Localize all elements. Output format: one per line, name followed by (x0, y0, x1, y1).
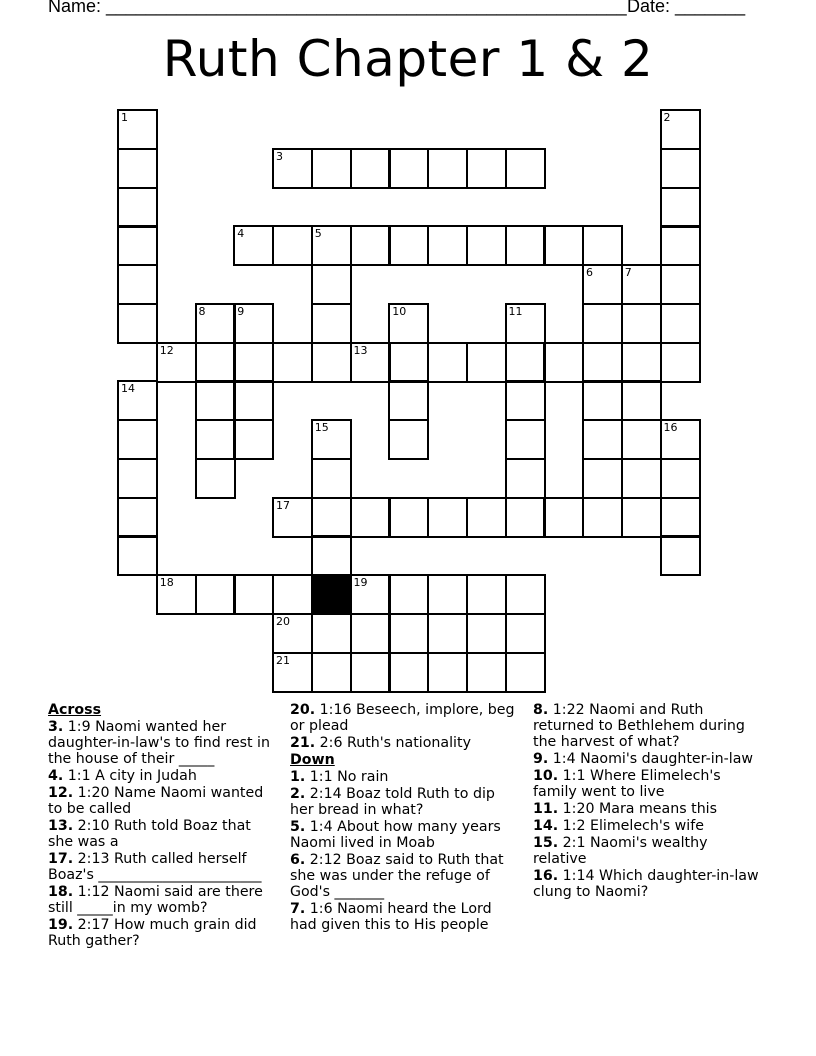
grid-cell[interactable] (621, 380, 662, 421)
grid-cell[interactable] (543, 497, 584, 538)
clue-number: 10 (392, 304, 407, 318)
grid-cell[interactable] (117, 109, 158, 150)
grid-cell[interactable] (466, 613, 507, 654)
grid-cell[interactable] (660, 187, 701, 228)
grid-cell[interactable] (195, 342, 236, 383)
clue-number: 5 (314, 227, 322, 241)
clue-number: 4. (48, 768, 64, 784)
grid-cell[interactable] (660, 109, 701, 150)
clue-item (533, 751, 765, 767)
grid-cell[interactable] (388, 148, 429, 189)
grid-cell[interactable] (311, 264, 352, 305)
clue-item (533, 818, 765, 834)
grid-cell[interactable] (350, 652, 391, 693)
clue-number: 7. (290, 901, 306, 917)
grid-cell[interactable] (621, 419, 662, 460)
grid-cell[interactable] (466, 342, 507, 383)
clue-text: 1:2 Elimelech's wife (558, 818, 704, 834)
clue-item (533, 768, 765, 800)
clue-number: 11 (508, 304, 523, 318)
clue-number: 7 (624, 266, 632, 279)
grid-cell[interactable] (117, 458, 158, 499)
grid-cell[interactable] (505, 303, 546, 344)
clues-column-2 (290, 702, 522, 934)
grid-cell[interactable] (350, 574, 391, 615)
clue-text: 1:20 Mara means this (558, 801, 718, 817)
grid-cell[interactable] (388, 497, 429, 538)
grid-cell[interactable] (311, 303, 352, 344)
grid-cell[interactable] (233, 225, 274, 266)
date-field[interactable]: Date: _______ (627, 0, 746, 16)
name-field[interactable]: Name: ____________________________________________________ (48, 0, 627, 16)
grid-cell[interactable] (660, 497, 701, 538)
clue-number: 4 (237, 227, 245, 241)
clue-number: 3. (48, 719, 64, 735)
clue-number: 20. (290, 702, 316, 718)
clue-number: 13 (353, 343, 368, 357)
grid-cell[interactable] (156, 342, 197, 383)
clues-column-1 (48, 702, 280, 950)
grid-cell[interactable] (311, 225, 352, 266)
grid-cell[interactable] (272, 613, 313, 654)
page-title: Ruth Chapter 1 & 2 (162, 30, 654, 88)
clue-text: 1:22 Naomi and Ruth returned to Bethlehem during the harvest of what? (533, 702, 745, 750)
clue-item (48, 851, 280, 883)
down-heading: Down (290, 752, 335, 768)
grid-cell[interactable] (388, 342, 429, 383)
grid-cell[interactable] (117, 225, 158, 266)
grid-cell[interactable] (311, 148, 352, 189)
clue-item (290, 769, 522, 785)
grid-cell[interactable] (233, 380, 274, 421)
grid-cell[interactable] (350, 497, 391, 538)
grid-cell[interactable] (582, 303, 623, 344)
clue-item (48, 719, 280, 767)
clue-text: 2:6 Ruth's nationality (315, 735, 471, 751)
grid-cell[interactable] (543, 225, 584, 266)
clue-text: 2:14 Boaz told Ruth to dip her bread in what? (290, 786, 495, 818)
clue-number: 18 (159, 576, 174, 589)
clue-number: 17 (276, 498, 290, 512)
clue-text: 1:1 A city in Judah (63, 768, 197, 784)
grid-cell[interactable] (660, 264, 701, 305)
grid-cell[interactable] (117, 419, 158, 460)
grid-cell[interactable] (505, 419, 546, 460)
clue-item (533, 868, 765, 900)
clue-number: 20 (276, 614, 290, 628)
clue-number: 16 (663, 421, 678, 434)
clue-number: 1 (121, 111, 128, 124)
grid-cell[interactable] (505, 380, 546, 421)
grid-cell[interactable] (582, 225, 623, 266)
grid-cell[interactable] (233, 419, 274, 460)
grid-cell[interactable] (660, 342, 701, 383)
clue-item (290, 786, 522, 818)
grid-cell[interactable] (311, 574, 352, 615)
clue-number: 21. (290, 735, 316, 751)
clue-item (48, 884, 280, 916)
clue-number: 3 (276, 149, 283, 163)
grid-cell[interactable] (156, 574, 197, 615)
clue-text: 1:12 Naomi said are there still _____in my womb? (48, 884, 263, 916)
grid-cell[interactable] (311, 497, 352, 538)
grid-cell[interactable] (117, 380, 158, 421)
clue-text: 1:1 No rain (305, 769, 389, 785)
clue-text: 1:6 Naomi heard the Lord had given this to His people (290, 901, 492, 933)
clue-number: 1. (290, 769, 306, 785)
grid-cell[interactable] (195, 419, 236, 460)
grid-cell[interactable] (427, 225, 468, 266)
grid-cell[interactable] (272, 342, 313, 383)
grid-cell[interactable] (466, 497, 507, 538)
grid-cell[interactable] (582, 419, 623, 460)
clue-number: 8 (198, 304, 206, 318)
grid-cell[interactable] (660, 419, 701, 460)
clue-number: 2. (290, 786, 306, 802)
clue-item (290, 702, 522, 734)
clue-number: 5. (290, 819, 306, 835)
clue-number: 2 (663, 111, 671, 124)
grid-cell[interactable] (350, 225, 391, 266)
grid-cell[interactable] (117, 148, 158, 189)
grid-cell[interactable] (388, 613, 429, 654)
grid-cell[interactable] (350, 342, 391, 383)
clue-text: 2:17 How much grain did Ruth gather? (48, 917, 257, 949)
grid-cell[interactable] (505, 574, 546, 615)
clues-column-3 (533, 702, 765, 901)
clue-item (533, 702, 765, 750)
clue-text: 2:12 Boaz said to Ruth that she was under the refuge of God's _______ (290, 852, 504, 900)
clue-item (290, 901, 522, 933)
grid-cell[interactable] (582, 497, 623, 538)
clue-item (290, 735, 522, 751)
grid-cell[interactable] (195, 458, 236, 499)
grid-cell[interactable] (117, 535, 158, 576)
clue-number: 11. (533, 801, 559, 817)
grid-cell[interactable] (466, 148, 507, 189)
grid-cell[interactable] (311, 613, 352, 654)
grid-cell[interactable] (621, 264, 662, 305)
clue-number: 9 (237, 304, 245, 318)
clue-number: 10. (533, 768, 559, 784)
grid-cell[interactable] (582, 264, 623, 305)
grid-cell[interactable] (117, 497, 158, 538)
clue-item (290, 852, 522, 900)
clue-number: 12. (48, 785, 74, 801)
grid-cell[interactable] (195, 303, 236, 344)
clue-item (533, 835, 765, 867)
grid-cell[interactable] (195, 380, 236, 421)
grid-cell[interactable] (233, 342, 274, 383)
grid-cell[interactable] (505, 342, 546, 383)
grid-cell[interactable] (388, 380, 429, 421)
clue-number: 15 (314, 421, 329, 434)
grid-cell[interactable] (543, 342, 584, 383)
clue-number: 17. (48, 851, 74, 867)
clue-text: 1:14 Which daughter-in-law clung to Naomi? (533, 868, 759, 900)
grid-cell[interactable] (388, 652, 429, 693)
grid-cell[interactable] (427, 497, 468, 538)
grid-cell[interactable] (660, 535, 701, 576)
grid-cell[interactable] (582, 380, 623, 421)
clue-number: 13. (48, 818, 74, 834)
clue-text: 2:13 Ruth called herself Boaz's _______________________ (48, 851, 262, 883)
grid-cell[interactable] (466, 652, 507, 693)
grid-cell[interactable] (272, 574, 313, 615)
grid-cell[interactable] (272, 497, 313, 538)
grid-cell[interactable] (660, 458, 701, 499)
grid-cell[interactable] (427, 652, 468, 693)
clue-number: 6. (290, 852, 306, 868)
clue-text: 1:4 About how many years Naomi lived in Moab (290, 819, 501, 851)
grid-cell[interactable] (427, 574, 468, 615)
grid-cell[interactable] (117, 264, 158, 305)
grid-cell[interactable] (350, 613, 391, 654)
grid-cell[interactable] (311, 652, 352, 693)
grid-cell[interactable] (505, 458, 546, 499)
grid-cell[interactable] (272, 225, 313, 266)
grid-cell[interactable] (388, 225, 429, 266)
grid-cell[interactable] (311, 342, 352, 383)
clue-text: 1:4 Naomi's daughter-in-law (548, 751, 753, 767)
clue-number: 9. (533, 751, 549, 767)
grid-cell[interactable] (311, 535, 352, 576)
grid-cell[interactable] (427, 148, 468, 189)
grid-cell[interactable] (582, 342, 623, 383)
grid-cell[interactable] (350, 148, 391, 189)
grid-cell[interactable] (660, 225, 701, 266)
clue-number: 19. (48, 917, 74, 933)
grid-cell[interactable] (427, 613, 468, 654)
clue-number: 18. (48, 884, 74, 900)
grid-cell[interactable] (117, 187, 158, 228)
grid-cell[interactable] (660, 148, 701, 189)
grid-cell[interactable] (466, 225, 507, 266)
clue-item (290, 819, 522, 851)
clue-item (48, 818, 280, 850)
clue-item (533, 801, 765, 817)
grid-cell[interactable] (388, 419, 429, 460)
clue-text: 1:16 Beseech, implore, beg or plead (290, 702, 515, 734)
grid-cell[interactable] (388, 303, 429, 344)
clue-number: 12 (159, 343, 174, 357)
grid-cell[interactable] (233, 574, 274, 615)
clue-text: 2:1 Naomi's wealthy relative (533, 835, 708, 867)
grid-cell[interactable] (621, 303, 662, 344)
clue-item (48, 768, 280, 784)
grid-cell[interactable] (621, 497, 662, 538)
grid-cell[interactable] (272, 652, 313, 693)
grid-cell[interactable] (272, 148, 313, 189)
grid-cell[interactable] (466, 574, 507, 615)
grid-block (311, 574, 352, 615)
grid-cell[interactable] (660, 303, 701, 344)
clue-text: 2:10 Ruth told Boaz that she was a (48, 818, 251, 850)
clue-item (48, 785, 280, 817)
grid-cell[interactable] (388, 574, 429, 615)
grid-cell[interactable] (505, 652, 546, 693)
grid-cell[interactable] (117, 303, 158, 344)
clue-number: 14. (533, 818, 559, 834)
clue-number: 6 (586, 266, 593, 279)
grid-cell[interactable] (311, 419, 352, 460)
grid-cell[interactable] (195, 574, 236, 615)
clue-number: 19 (353, 576, 368, 589)
clue-number: 21 (276, 653, 290, 667)
grid-cell[interactable] (582, 458, 623, 499)
across-heading: Across (48, 702, 102, 718)
clue-text: 1:1 Where Elimelech's family went to live (533, 768, 721, 800)
clue-number: 14 (121, 382, 135, 396)
grid-cell[interactable] (427, 342, 468, 383)
clue-number: 8. (533, 702, 549, 718)
clue-number: 16. (533, 868, 559, 884)
clue-item (48, 917, 280, 949)
grid-cell[interactable] (621, 342, 662, 383)
clue-text: 1:9 Naomi wanted her daughter-in-law's to find rest in the house of their _____ (48, 719, 270, 767)
clue-text: 1:20 Name Naomi wanted to be called (48, 785, 264, 817)
grid-cell[interactable] (233, 303, 274, 344)
grid-cell[interactable] (505, 497, 546, 538)
grid-cell[interactable] (505, 225, 546, 266)
grid-cell[interactable] (311, 458, 352, 499)
clue-number: 15. (533, 835, 559, 851)
grid-cell[interactable] (505, 613, 546, 654)
grid-cell[interactable] (505, 148, 546, 189)
